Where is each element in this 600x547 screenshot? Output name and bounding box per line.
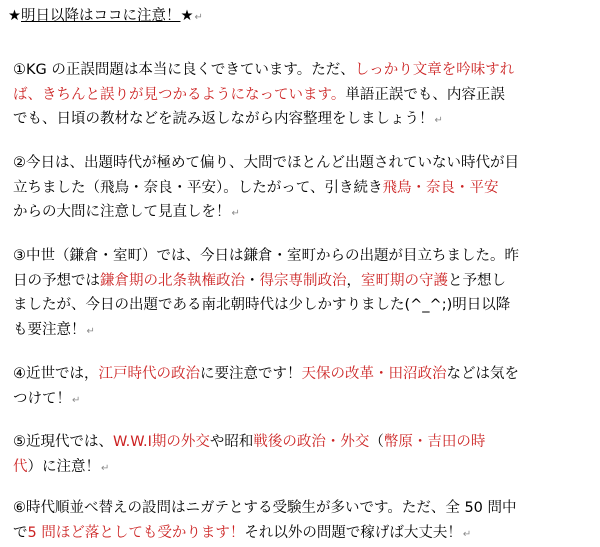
body-text: からの大問に注意して見直しを！ <box>13 204 231 220</box>
title-star-left: ★ <box>8 8 21 24</box>
paragraph-1 <box>13 58 593 132</box>
body-text: ⑥時代順並べ替えの設問はニガテとする受験生が多いです。ただ、全 50 問中 <box>13 500 517 516</box>
paragraph-6 <box>13 496 593 545</box>
body-text: ②今日は、出題時代が極めて偏り、大問でほとんど出題されていない時代が目 <box>13 155 519 171</box>
highlight-text: しっかり文章を吟味すれ <box>354 62 515 78</box>
paragraph-line <box>13 200 593 225</box>
highlight-text: 室町期の守護 <box>361 272 448 289</box>
highlight-text: ば、きちんと誤りが見つかるようになっています。 <box>13 86 346 103</box>
paragraph-line <box>13 521 593 546</box>
body-text: 日の予想では <box>13 272 100 289</box>
body-text: ， <box>346 272 361 289</box>
paragraph-return-icon: ↵ <box>72 394 81 406</box>
paragraph-line <box>13 244 593 269</box>
paragraph-return-icon: ↵ <box>231 208 240 219</box>
body-text: （ <box>369 434 384 450</box>
paragraph-line <box>13 362 593 387</box>
title-star-right: ★ <box>180 8 194 24</box>
paragraph-line <box>13 58 593 83</box>
body-text: 単語正誤でも、内容正誤 <box>345 86 505 103</box>
body-text: や昭和 <box>209 434 254 450</box>
paragraph-return-icon: ↵ <box>101 462 110 474</box>
body-text: 立ちました（飛鳥・奈良・平安）。したがって、引き続き <box>13 179 383 196</box>
paragraph-5 <box>13 430 593 479</box>
paragraph-line <box>13 107 593 132</box>
paragraph-4 <box>13 362 593 411</box>
paragraph-line <box>13 430 593 455</box>
highlight-text: 鎌倉期の北条執権政治 <box>100 272 245 289</box>
paragraph-line <box>13 318 593 343</box>
paragraph-line <box>13 293 593 318</box>
highlight-text: 飛鳥・奈良・平安 <box>382 179 499 196</box>
paragraph-line <box>13 151 593 176</box>
highlight-text: W.W.Ⅰ期の外交 <box>113 434 210 450</box>
paragraph-line <box>13 269 593 294</box>
highlight-text: 代 <box>13 458 28 475</box>
body-text: つけて！ <box>13 390 71 407</box>
highlight-text: 得宗専制政治 <box>259 272 347 289</box>
highlight-text: 5 問ほど落としても受かります！ <box>27 524 245 541</box>
body-text: ・ <box>245 272 260 289</box>
highlight-text: 幣原・吉田の時 <box>383 434 486 450</box>
paragraph-return-icon: ↵ <box>86 325 95 337</box>
body-text: ①KG の正誤問題は本当に良くできています。ただ、 <box>13 62 355 78</box>
paragraph-line <box>13 387 593 412</box>
paragraph-line <box>13 496 593 521</box>
body-text: でも、日頃の教材などを読み返しながら内容整理をしましょう！ <box>13 111 434 127</box>
body-text: それ以外の問題で稼げば大丈夫！ <box>244 524 462 541</box>
highlight-text: 江戸時代の政治 <box>98 366 200 382</box>
body-text: ⑤近現代では、 <box>13 434 113 450</box>
paragraph-2 <box>13 151 593 225</box>
paragraph-line <box>13 83 593 108</box>
body-text: などは気を <box>446 366 519 382</box>
body-text: と予想し <box>448 272 506 289</box>
body-text: ）に注意！ <box>27 458 100 475</box>
paragraph-return-icon: ↵ <box>434 115 443 126</box>
document-title <box>8 6 203 28</box>
paragraph-return-icon: ↵ <box>462 528 472 540</box>
paragraph-line <box>13 176 593 201</box>
highlight-text: 戦後の政治・外交 <box>253 434 370 450</box>
body-text: ④近世では， <box>13 366 99 382</box>
paragraph-return-icon: ↵ <box>194 12 203 23</box>
body-text: で <box>13 524 28 541</box>
title-text: 明日以降はココに注意！ <box>21 8 181 24</box>
body-text: に要注意です！ <box>200 366 302 382</box>
paragraph-3 <box>13 244 593 342</box>
body-text: ③中世（鎌倉・室町）では、今日は鎌倉・室町からの出題が目立ちました。昨 <box>13 248 519 264</box>
body-text: も要注意！ <box>13 321 86 338</box>
highlight-text: 天保の改革・田沼政治 <box>301 366 447 382</box>
body-text: ましたが、今日の出題である南北朝時代は少しかすりました(^_^;)明日以降 <box>13 297 511 313</box>
paragraph-line <box>13 455 593 480</box>
